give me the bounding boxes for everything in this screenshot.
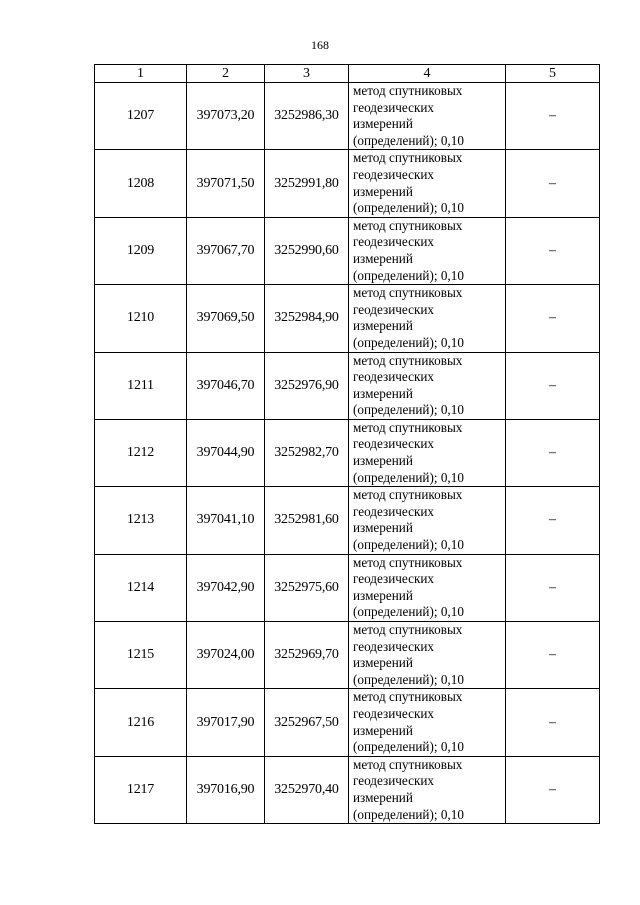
method-cell: метод спутниковых геодезических измерений (определений); 0,10 <box>349 689 506 756</box>
point-number-cell: 1214 <box>95 554 187 621</box>
method-cell: метод спутниковых геодезических измерений (определений); 0,10 <box>349 83 506 150</box>
y-coordinate-cell: 3252975,60 <box>265 554 349 621</box>
x-coordinate-cell: 397046,70 <box>187 352 265 419</box>
y-coordinate-cell: 3252982,70 <box>265 419 349 486</box>
column-header: 4 <box>349 65 506 83</box>
method-cell: метод спутниковых геодезических измерений (определений); 0,10 <box>349 285 506 352</box>
column-header: 5 <box>506 65 600 83</box>
table-row <box>95 352 600 419</box>
column-header: 3 <box>265 65 349 83</box>
y-coordinate-cell: 3252991,80 <box>265 150 349 217</box>
y-coordinate-cell: 3252970,40 <box>265 756 349 823</box>
x-coordinate-cell: 397069,50 <box>187 285 265 352</box>
y-coordinate-cell: 3252990,60 <box>265 217 349 284</box>
note-cell: – <box>506 285 600 352</box>
x-coordinate-cell: 397044,90 <box>187 419 265 486</box>
x-coordinate-cell: 397042,90 <box>187 554 265 621</box>
point-number-cell: 1210 <box>95 285 187 352</box>
note-cell: – <box>506 150 600 217</box>
y-coordinate-cell: 3252967,50 <box>265 689 349 756</box>
x-coordinate-cell: 397024,00 <box>187 622 265 689</box>
note-cell: – <box>506 622 600 689</box>
point-number-cell: 1216 <box>95 689 187 756</box>
method-cell: метод спутниковых геодезических измерений (определений); 0,10 <box>349 352 506 419</box>
y-coordinate-cell: 3252986,30 <box>265 83 349 150</box>
note-cell: – <box>506 487 600 554</box>
table-row <box>95 419 600 486</box>
column-header: 2 <box>187 65 265 83</box>
method-cell: метод спутниковых геодезических измерений (определений); 0,10 <box>349 554 506 621</box>
x-coordinate-cell: 397073,20 <box>187 83 265 150</box>
x-coordinate-cell: 397067,70 <box>187 217 265 284</box>
x-coordinate-cell: 397071,50 <box>187 150 265 217</box>
table-row <box>95 622 600 689</box>
table-row <box>95 285 600 352</box>
note-cell: – <box>506 554 600 621</box>
note-cell: – <box>506 217 600 284</box>
page-number: 168 <box>311 38 329 52</box>
x-coordinate-cell: 397016,90 <box>187 756 265 823</box>
column-header: 1 <box>95 65 187 83</box>
x-coordinate-cell: 397041,10 <box>187 487 265 554</box>
table-row <box>95 689 600 756</box>
method-cell: метод спутниковых геодезических измерений (определений); 0,10 <box>349 150 506 217</box>
coordinates-table <box>94 64 600 824</box>
note-cell: – <box>506 689 600 756</box>
y-coordinate-cell: 3252981,60 <box>265 487 349 554</box>
note-cell: – <box>506 352 600 419</box>
point-number-cell: 1209 <box>95 217 187 284</box>
y-coordinate-cell: 3252984,90 <box>265 285 349 352</box>
table-row <box>95 756 600 823</box>
point-number-cell: 1208 <box>95 150 187 217</box>
note-cell: – <box>506 419 600 486</box>
point-number-cell: 1215 <box>95 622 187 689</box>
x-coordinate-cell: 397017,90 <box>187 689 265 756</box>
point-number-cell: 1207 <box>95 83 187 150</box>
method-cell: метод спутниковых геодезических измерений (определений); 0,10 <box>349 487 506 554</box>
point-number-cell: 1212 <box>95 419 187 486</box>
table-header-row <box>95 65 600 83</box>
table-row <box>95 83 600 150</box>
y-coordinate-cell: 3252976,90 <box>265 352 349 419</box>
table-row <box>95 150 600 217</box>
table-row <box>95 487 600 554</box>
y-coordinate-cell: 3252969,70 <box>265 622 349 689</box>
note-cell: – <box>506 83 600 150</box>
point-number-cell: 1211 <box>95 352 187 419</box>
table-row <box>95 217 600 284</box>
point-number-cell: 1213 <box>95 487 187 554</box>
table-row <box>95 554 600 621</box>
method-cell: метод спутниковых геодезических измерений (определений); 0,10 <box>349 217 506 284</box>
table-body <box>95 83 600 824</box>
method-cell: метод спутниковых геодезических измерений (определений); 0,10 <box>349 622 506 689</box>
method-cell: метод спутниковых геодезических измерений (определений); 0,10 <box>349 756 506 823</box>
note-cell: – <box>506 756 600 823</box>
method-cell: метод спутниковых геодезических измерений (определений); 0,10 <box>349 419 506 486</box>
point-number-cell: 1217 <box>95 756 187 823</box>
